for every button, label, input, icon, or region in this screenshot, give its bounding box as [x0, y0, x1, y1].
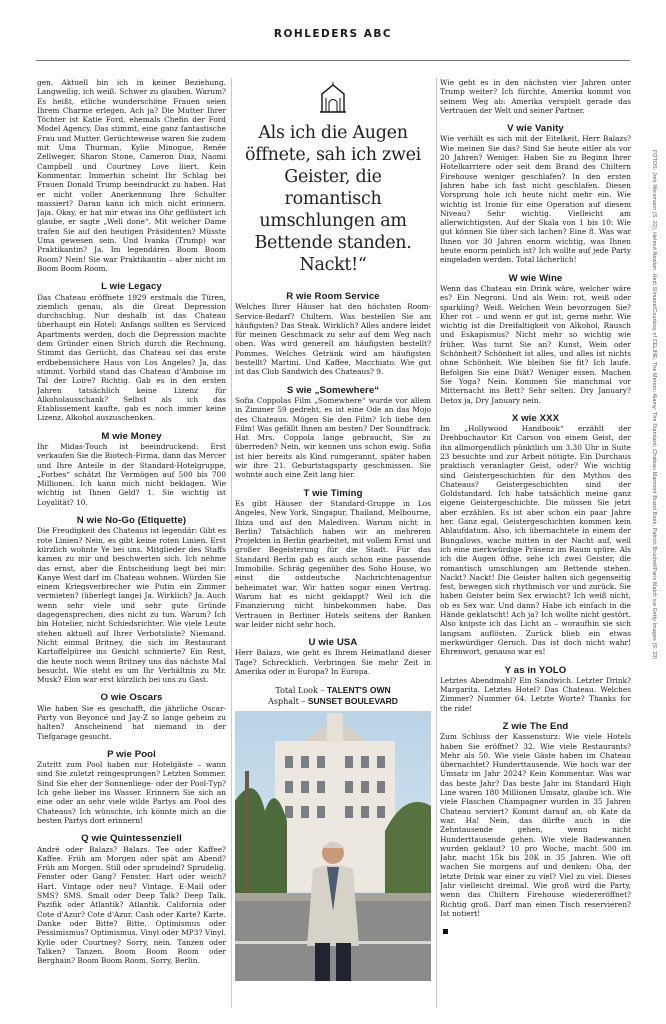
abc-entry — [37, 516, 226, 684]
entry-body: Wenn das Chateau ein Drink wäre, welcher wäre es? Ein Negroni. Und als Wein: rot, weiß oder sparkling? Weiß. Welchen Wein bevorzugen Sie? Eher rot – und wenn er gut ist, gerne mehr. Wie wichtig ist die Dreifaltigkeit von Alkohol, Rausch und Eskapismus? Nicht mehr so wichtig wie früher. Was turnt Sie an? Kunst, Wein oder Schönheit? Schönheit ist alles, und alles ist nichts ohne Schönheit. Wie bleiben Sie fit? Ich laufe. Befolgen Sie eine Diät? Weniger essen. Machen Sie Yoga? Nein. Kommen Sie manchmal vor Mitternacht ins Bett? Sehr selten. Dry January? Detox ja, Dry January nein. — [440, 283, 631, 405]
entry-body: Das Chateau eröffnete 1929 erstmals die Türen, ziemlich genau, als die Great Depression durchschlug. Nur deshalb ist das Chateau überhaupt ein Hotel: Anfangs sollten es Serviced Apartments werden, doch die Depression machte dem Gründer einen Strich durch die Rechnung. Stimmt das Gerücht, das Chateau sei das erste erdbebensichere Haus von Los Angeles? Ja, das stimmt. Vorbild stand das Chateau d'Amboise im Tal der Loire? Richtig. Gab es in den ersten Jahren tatsächlich keine Lizenz für Alkoholausschank? Selbst als ich das Etablissement kaufte, gab es noch immer keine Lizenz, Alkohol auszuschenken. — [37, 292, 226, 423]
entry-heading: U wie USA — [308, 637, 358, 649]
entry-heading: Z wie The End — [502, 721, 569, 732]
pull-quote: Als ich die Augen öffnete, sah ich zwei Geister, die romantisch umschlungen am Bettende standen. Nackt!“ — [245, 123, 421, 275]
caption-look-brand: TALENT'S OWN — [326, 685, 391, 696]
abc-entry — [235, 292, 431, 377]
column-divider-right — [436, 78, 437, 1008]
photo-credits — [648, 150, 658, 950]
entry-heading: W wie Wine — [508, 272, 563, 284]
entry-heading: P wie Pool — [107, 748, 156, 760]
entry-heading: L wie Legacy — [101, 281, 162, 293]
abc-entry — [37, 693, 226, 740]
chateau-logo — [235, 78, 431, 118]
entry-heading: Y as in YOLO — [504, 664, 567, 676]
abc-entry — [440, 666, 631, 713]
continued-text: Wie geht es in den nächsten vier Jahren unter Trump weiter? Ich fürchte, Amerika kommt von seinem Weg ab: Amerika verspielt gerade das Vertrauen der Welt und seiner Partner. — [440, 78, 631, 115]
entry-body: Herr Balazs, wie geht es Ihrem Heimatland dieser Tage? Schrecklich. Verbringen Sie mehr Zeit in Amerika oder in Europa? In Europa. — [235, 648, 431, 676]
entry-body: Es gibt Häuser der Standard-Gruppe in Los Angeles, New York, Singapur, Thailand, Melbourne, Ibiza und auf den Malediven. Warum nicht in Berlin? Tatsächlich haben wir an mehreren Projekten in Berlin gearbeitet, mit vollem Ernst und großer Begeisterung für die Stadt. Für das Standard Berlin gab es auch schon eine passende Immobilie. Schräg gegenüber des Soho House, wo einst die ostdeutsche Nachrichtenagentur beheimatet war. Wir hatten sogar einen Vertrag. Warum hat es nicht geklappt? Weil ich die Finanzierung nicht hinbekommen habe. Das Vertrauen in Berliner Hotels seitens der Banken war leider nicht sehr hoch. — [235, 498, 431, 629]
abc-entry — [37, 282, 226, 422]
caption-place-name: SUNSET BOULEVARD — [307, 696, 398, 707]
entry-body: Zum Schluss der Kassensturz: Wie viele Hotels haben Sie eröffnet? 32. Wie viele Restaurants? Mehr als 50. Wie viele Gäste haben im Chateau übernachtet? Hunderttausende. Wie hoch war der Umsatz im Jahr 2024? Kein Kommentar. Was war das beste Jahr? Das beste Jahr im Standard High Line waren 180 Millionen Umsatz, glaube ich. Wie viele Flaschen Champagner wurden in 35 Jahren Chateau serviert? Kommt darauf an, ob Kate da war. Ha! Nein, das dürfte auch in die Zehntausende gehen, wenn nicht Hunderttausende gehen. Wie viele Badewannen wurden geklaut? 10 pro Woche, macht 500 im Jahr, macht 15k bis 20K in 35 Jahren. Wie oft wachen Sie morgens auf und denken: Oha, der letzte Drink war einer zu viel? Viel zu viel. Dieses Jahr vielleicht dreimal. Wie groß wird die Party, wenn das Chiltern Firehouse wiedereröffnet? Richtig groß. Darf man einen Tisch reservieren? Ist notiert! — [440, 732, 631, 918]
entry-body: Die Freudigkeit des Chateaus ist legendär: Gibt es rote Linien? Nein, es gibt keine roten Linien. Erst kürzlich wohnte Ye bei uns. Mitglieder des Staffs kamen zu mir und beschwerten sich. Ich nehme das ernst, aber die Entscheidung liegt bei mir: Kanye West darf im Chateau wohnen. Würden Sie einem Kriegsverbrecher wie Putin ein Zimmer vermieten? (überlegt lange) Ja. Wirklich? Ja. Auch wenn sehr viele und sehr gute Gründe dagegensprechen, dies nicht zu tun. Warum? Ich bin Hotelier, nicht Schiedsrichter. Wie viele Leute stehen aktuell auf Ihrer Verbotsliste? Niemand. Nicht einmal Britney, die sich im Restaurant Kartoffelpüree ins Gesicht schmierte? Ein Rest, die heute noch wenn Britney uns das nächste Mal besucht. Wie steht es um Ihr Verhältnis zu Mr. Musk? Elon war erst kürzlich bei uns zu Gast. — [37, 526, 226, 685]
entry-body: Wie haben Sie es geschafft, die jährliche Oscar-Party von Beyoncé und Jay-Z so lange geheim zu halten? Anscheinend hat niemand in der Tiefgarage gesucht. — [37, 703, 226, 741]
entry-heading: S wie „Somewhere“ — [286, 384, 380, 396]
abc-entry — [440, 124, 631, 264]
caption-place-label: Asphalt – — [268, 697, 306, 707]
column-divider-left — [231, 78, 232, 1008]
abc-entry — [440, 274, 631, 405]
abc-entry — [235, 638, 431, 676]
abc-entry — [235, 489, 431, 629]
abc-entry — [440, 414, 631, 657]
abc-entry — [37, 750, 226, 825]
chateau-castle-icon — [320, 82, 346, 114]
entry-body: Wie verhält es sich mit der Eitelkeit, Herr Balazs? Wie meinen Sie das? Sind Sie heute eitler als vor 20 Jahren? Weniger. Haben Sie zu Beginn Ihrer Hotelkarriere oder seit dem Brand des Chiltern Firehouse weniger geschlafen? In den ersten Jahren habe ich fast nicht geschlafen. Diesen Vorsprung hole ich heute nicht mehr ein. Wie wichtig ist Ironie für eine Operation auf diesem Niveau? Sehr wichtig. Vielleicht am allerwichtigsten. Auf der Skala von 1 bis 10: Wie gut können Sie über sich lachen? Eine 8. Was war Ihnen vor 30 Jahren enorm wichtig, was Ihnen heute enorm peinlich ist? Ich wollte auf jede Party eingeladen werden. Total lächerlich! — [440, 134, 631, 265]
entry-heading: M wie Money — [101, 430, 162, 442]
entry-heading: O wie Oscars — [100, 692, 163, 704]
entry-body: André oder Balazs? Balazs. Tee oder Kaffee? Kaffee. Früh am Morgen oder spät am Abend? Früh am Morgen. Still oder sprudelnd? Sprudelig. Fenster oder Gang? Fenster. Hart oder weich? Hart. Vintage oder neu? Vintage. E-Mail oder SMS? SMS. Small oder Deep Talk? Deep Talk. Pazifik oder Atlantik? Atlantik. California oder Cote d'Azur? Cote d'Azur. Cash oder Karte? Karte. Danke oder Bitte? Bitte. Optimismus oder Pessimismus? Optimismus. Vinyl oder MP3? Vinyl. Kylie oder Courtney? Sorry, nein. Tanzen oder Talken? Tanzen. Boom Boom Room oder Berghain? Boom Boom Room. Sorry, Berlin. — [37, 844, 226, 966]
middle-column — [235, 78, 431, 1008]
page-header — [0, 0, 666, 62]
portrait-photo — [235, 711, 431, 981]
entry-heading: T wie Timing — [303, 487, 363, 499]
entry-heading: X wie XXX — [511, 412, 560, 424]
abc-entry — [235, 386, 431, 480]
entry-heading: R wie Room Service — [286, 291, 380, 302]
end-mark — [443, 929, 448, 934]
caption-look-label: Total Look – — [275, 686, 325, 696]
abc-entry — [37, 834, 226, 965]
photo-credit-text: FOTOS: Jork Weismann (S. 22); Helmut Newton, Hedi Slimane/Courtesy of CELINE; The Mercer; Alamy; The Standard; Chateau Marmont Brand Book; Patrick Bruchet/Paris Match via Getty Images (S. 23) — [651, 150, 657, 660]
abc-entry — [37, 432, 226, 507]
continued-text: gen. Aktuell bin ich in keiner Beziehung. Langweilig, ich weiß. Schwer zu glauben. Warum? Es heißt, etliche wunderschöne Frauen seien Ihrem Charme erlegen. Ach ja? Die Mutter Ihrer Töchter ist Katie Ford, ehemals Chefin der Ford Model Agency. Das stimmt, eine ganz fantastische Frau und Mutter. Gerüchteweise waren Sie zudem mit Uma Thurman, Kylie Minogue, Renée Zellweger, Sharon Stone, Cameron Diaz, Naomi Campbell und Courtney Love liiert. Kein Kommentar. Immerhin scheint Ihr Schlag bei Frauen Donald Trump beeindruckt zu haben. Hat er nicht voller Anerkennung Ihre Schulter massiert? Daran kann ich mich nicht erinnern. Jaja. Okay, er hat mir etwas ins Ohr geflüstert ich glaube, er sagte „Well done“. Mit welcher Dame trafen Sie auf den heutigen Präsidenten? Müsste Uma gewesen sein. Und Ivanka (Trump) war Praktikantin? Ja. Im legendären Boom Boom Room? Nein! Sie war Praktikantin – aber nicht im Boom Boom Room. — [37, 78, 226, 273]
entry-body: Sofia Coppolas Film „Somewhere“ wurde vor allem in Zimmer 59 gedreht, es ist eine Ode an das Mojo des Chateaus. Mögen Sie den Film? Ich liebe den Film! Was gefällt Ihnen am besten? Der Soundtrack. Hat Mrs. Coppola lange gebraucht, Sie zu überreden? Nein, wir kennen uns schon ewig. Sofia ist hier bereits als Kind rumgerannt, später haben wir ihre 21. Geburtstagsparty geschmissen. Sie wohnte auch eine Zeit lang hier. — [235, 395, 431, 480]
right-column — [440, 78, 631, 1008]
section-title: ROHLEDERS ABC — [273, 28, 393, 40]
entry-body: Welches Ihrer Häuser hat den höchsten Room-Service-Bedarf? Chiltern. Was bestellen Sie am häufigsten? Das Steak. Wirklich? Alles andere leidet für meinen Geschmack zu sehr auf dem Weg nach oben. Was wird generell am häufigsten bestellt? Pommes. Welches Getränk wird am häufigsten bestellt? Martini. Und Kaffee, Macchiato. Wie gut ist das Club Sandwich des Chateaus? 9. — [235, 302, 431, 377]
entry-body: Im „Hollywood Handbook“ erzählt der Drehbuchautor Kit Carson von einem Geist, der ihn allmorgendlich pünktlich um 3.30 Uhr in Suite 23 besuchte und zur Arbeit nötigte. Ein Durchaus praktisch veranlagter Geist, oder? Wie wichtig sind Geistergeschichten für den Mythos des Chateaus? Geistergeschichten sind der Goldstandard. Ich habe tatsächlich meine ganz eigene Geistergeschichte. Die müssen Sie jetzt aber erzählen. Es ist aber schon ein paar Jahre her. Ganz egal, Geistergeschichten kommen kein Ablaufdatum. Also, ich übernachtete in einem der Bungalows, wache mitten in der Nacht auf, weil ich eine merkwürdige Präsenz im Raum spüre. Als ich die Augen öffne, sehe ich zwei Geister, die romantisch umschlungen am Bettende stehen. Nackt? Nackt! Die Geister halten sich gegenseitig fest, bewegen sich rhythmisch vor und zurück. Sie haben Geister beim Sex erwischt? Ich weiß nicht, ob es Sex war. Und dann? Habe ich einfach in die Hände geklatscht! Ach ja? Ich wollte nicht gestört. Also knipste ich das Licht an – woraufhin sie sich langsam auflösten. Zurück blieb ein etwas merkwürdiger Geruch. Das ist doch nicht wahr! Ehrenwort, genauso war es! — [440, 424, 631, 657]
entry-heading: V wie Vanity — [507, 123, 564, 135]
abc-entry — [440, 722, 631, 918]
entry-body: Letztes Abendmahl? Ein Sandwich. Letzter Drink? Margarita. Letztes Hotel? Das Chateau. Welches Zimmer? Nummer 64. Letzte Worte? Thanks for the ride! — [440, 675, 631, 713]
entry-heading: N wie No-Go (Etiquette) — [76, 515, 187, 527]
header-divider — [36, 60, 630, 61]
entry-body: Ihr Midas-Touch ist beeindruckend: Erst verkaufen Sie die Biotech-Firma, dann das Mercer und Ihre Anteile in der Standard-Hotelgruppe, „Forbes“ schätzt Ihr Vermögen auf 500 bis 700 Millionen. Ich kann mich nicht beklagen. Wie wichtig ist Ihnen Geld? 1. Sie wichtig ist Loyalität? 10. — [37, 441, 226, 507]
entry-heading: Q wie Quintessenziell — [81, 833, 182, 845]
photo-caption — [235, 685, 431, 707]
left-column — [37, 78, 226, 1008]
entry-body: Zutritt zum Pool haben nur Hotelgäste – wann sind Sie zuletzt reingesprungen? Letzten Sommer. Sind Sie eher der Sonnenliege- oder der Pool-Typ? Ich gehe lieber ins Wasser. Erinnern Sie sich an eine oder an sehr viele wilde Partys am Pool des Chateaus? Ich wünschte, ich könnte mich an die besten Partys dort erinnern! — [37, 760, 226, 825]
